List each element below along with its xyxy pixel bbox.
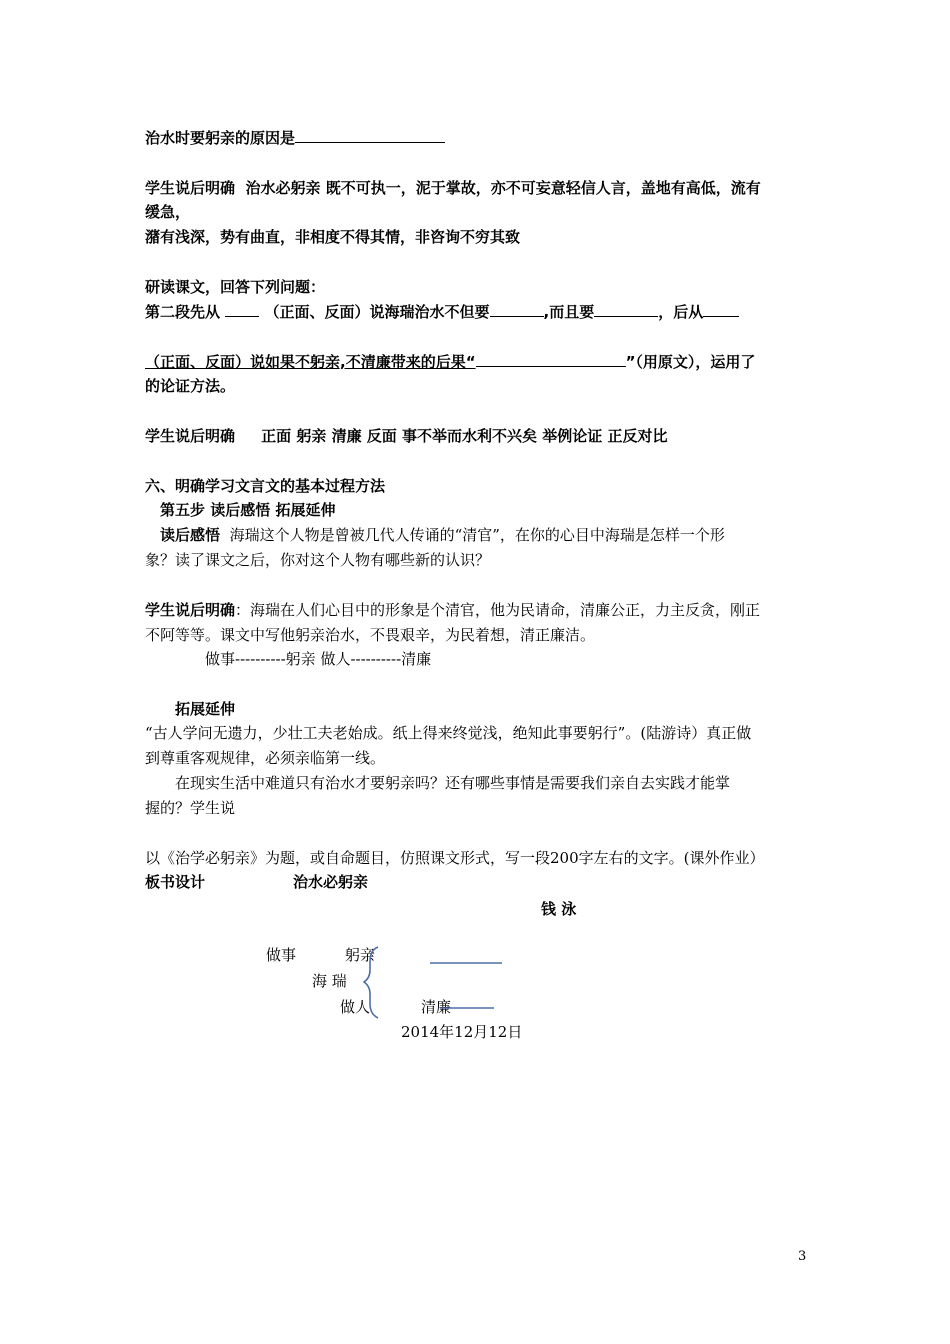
study-question-line-2: [145, 351, 810, 373]
extend-line-4: 握的？学生说: [145, 799, 236, 817]
step-5-heading: 第五步 读后感悟 拓展延伸: [160, 501, 336, 519]
blank-5: [476, 351, 626, 367]
answer-blank: [295, 127, 445, 143]
answer-label: 学生说后明确: [145, 427, 236, 445]
page-number: 3: [798, 1249, 807, 1264]
board-date: 2014年12月12日: [401, 1023, 523, 1041]
board-item-2-a: 做人: [340, 998, 371, 1016]
reflect-line-2: 象？读了课文之后，你对这个人物有哪些新的认识？: [145, 551, 491, 569]
blank-2: [490, 301, 544, 317]
answer-text: 正面 躬亲 清廉 反面 事不举而水利不兴矣 举例论证 正反对比: [261, 427, 668, 445]
answer-paragraph-3-line-1: [145, 599, 810, 621]
study-heading: 研读课文，回答下列问题：: [145, 278, 326, 296]
board-item-2-b: 清廉: [421, 998, 452, 1016]
q-text-b: （正面、反面）说海瑞治水不但要: [264, 303, 490, 321]
board-author: 钱 泳: [541, 900, 577, 918]
study-question-line-1: [145, 301, 810, 323]
answer-paragraph-1-line-3: 潴有浅深，势有曲直，非相度不得其情，非咨询不穷其致: [145, 228, 521, 246]
extend-line-1: “古人学问无遗力，少壮工夫老始成。纸上得来终觉浅，绝知此事要躬行”。(陆游诗）真正做: [145, 724, 752, 742]
extend-line-3: 在现实生活中难道只有治水才要躬亲吗？还有哪些事情是需要我们亲自去实践才能掌: [175, 774, 731, 792]
blank-1: [225, 301, 259, 317]
q-text-a: 第二段先从: [145, 303, 221, 321]
blank-3: [594, 301, 658, 317]
answer-paragraph-1-line-1: [145, 177, 810, 199]
board-label: 板书设计: [145, 873, 206, 891]
board-item-1-a: 做事: [266, 946, 297, 964]
answer-paragraph-3-line-2: 不阿等等。课文中写他躬亲治水，不畏艰辛，为民着想，清正廉洁。: [145, 626, 596, 644]
answer-paragraph-1-line-2: 缓急，: [145, 203, 191, 221]
answer-label: 学生说后明确: [145, 179, 236, 197]
extend-line-2: 到尊重客观规律，必须亲临第一线。: [145, 749, 386, 767]
reflect-line-1: [160, 524, 825, 546]
answer-text: 治水必躬亲 既不可执一，泥于掌故，亦不可妄意轻信人言，盖地有高低，流有: [245, 179, 761, 197]
q-text-d: ，后从: [658, 303, 704, 321]
reflect-text: 海瑞这个人物是曾被几代人传诵的“清官”，在你的心目中海瑞是怎样一个形: [229, 526, 725, 544]
blank-4: [703, 301, 739, 317]
answer-paragraph-3-line-3: 做事----------躬亲 做人----------清廉: [205, 650, 432, 668]
study-question-line-3: 的论证方法。: [145, 377, 236, 395]
section-6-heading: 六、明确学习文言文的基本过程方法: [145, 477, 386, 495]
answer-label: 学生说后明确: [145, 601, 236, 619]
extend-heading: 拓展延伸: [175, 700, 236, 718]
board-design-row: [145, 871, 810, 893]
answer-paragraph-2: [145, 425, 810, 447]
board-title: 治水必躬亲: [293, 873, 369, 891]
homework-line: 以《治学必躬亲》为题，或自命题目，仿照课文形式，写一段200字左右的文字。(课外作业）: [145, 849, 765, 867]
board-center: 海 瑞: [312, 972, 347, 990]
q-text-f: ”（用原文），运用了: [625, 353, 756, 371]
q-text-c: ,而且要: [543, 303, 595, 321]
question-reason: [145, 127, 810, 149]
q-text-e: （正面、反面）说如果不躬亲,不清廉带来的后果“: [145, 353, 476, 371]
question-text: 治水时要躬亲的原因是: [145, 129, 296, 147]
reflect-label: 读后感悟: [160, 526, 221, 544]
board-item-1-b: 躬亲: [345, 946, 376, 964]
answer-text: ：海瑞在人们心目中的形象是个清官，他为民请命，清廉公正，力主反贪，刚正: [235, 601, 761, 619]
